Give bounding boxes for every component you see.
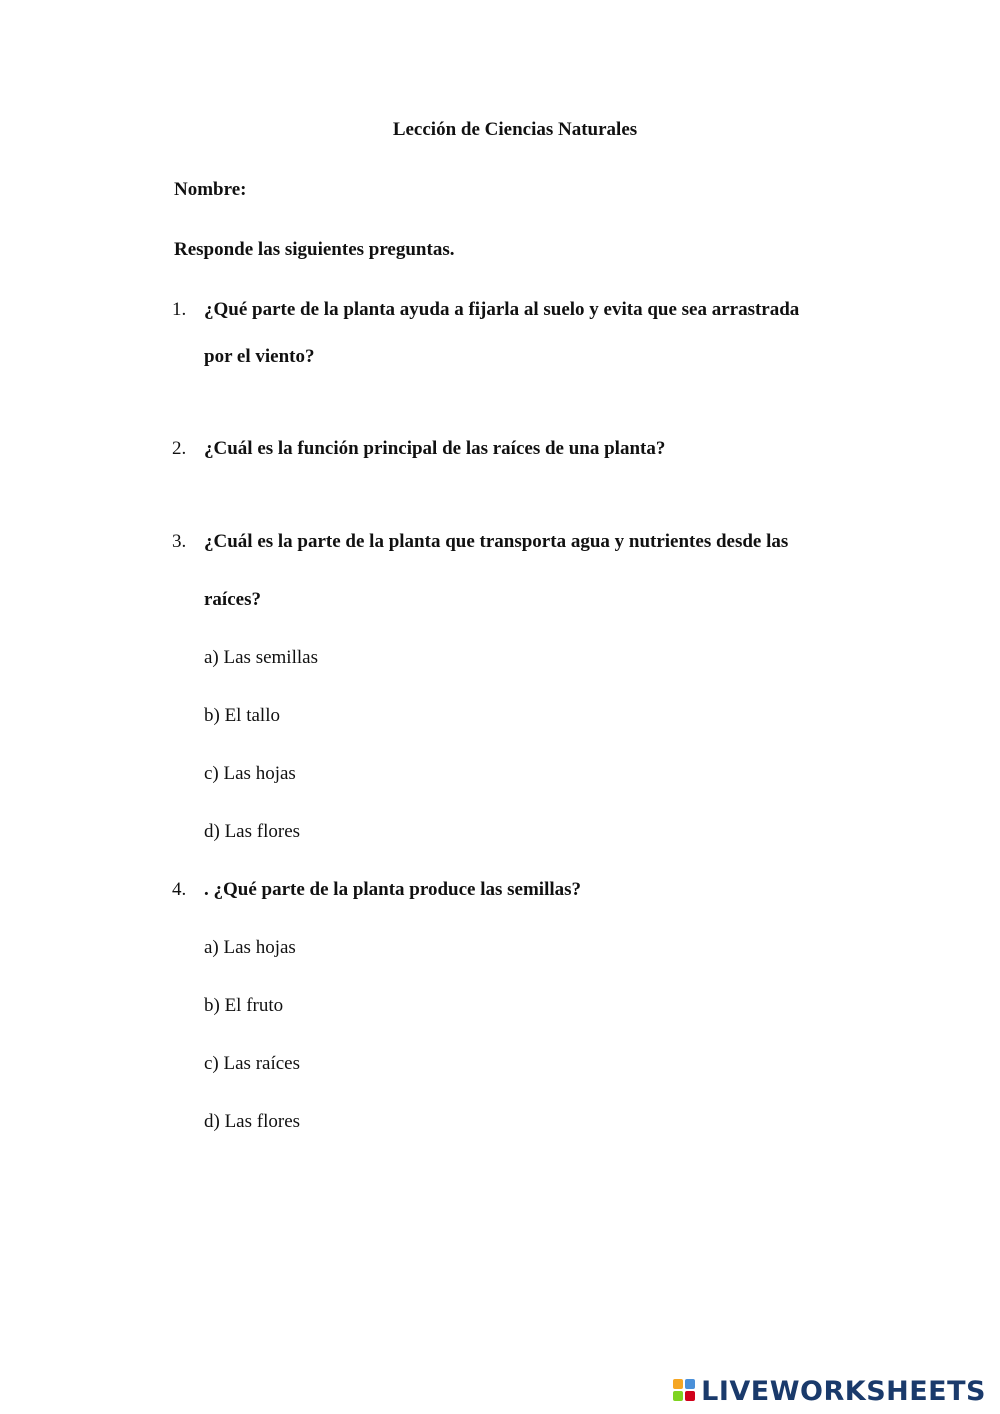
logo-square <box>685 1391 695 1401</box>
logo-squares-icon <box>673 1379 697 1403</box>
page-title: Lección de Ciencias Naturales <box>392 119 638 140</box>
answer-option[interactable]: b) El tallo <box>204 705 280 726</box>
liveworksheets-logo <box>673 1374 986 1408</box>
logo-text: LIVEWORKSHEETS <box>701 1375 986 1407</box>
question-number: 1. <box>172 299 187 320</box>
instructions: Responde las siguientes preguntas. <box>174 239 455 260</box>
logo-square <box>685 1379 695 1389</box>
question-text-line: ¿Cuál es la función principal de las raíces de una planta? <box>204 438 666 459</box>
answer-option[interactable]: d) Las flores <box>204 821 301 842</box>
question-number: 3. <box>172 531 187 552</box>
logo-square <box>673 1379 683 1389</box>
answer-option[interactable]: a) Las hojas <box>204 937 296 958</box>
question-text-line: raíces? <box>204 589 261 610</box>
answer-option[interactable]: b) El fruto <box>204 995 284 1016</box>
answer-option[interactable]: c) Las hojas <box>204 763 296 784</box>
question-text-line: por el viento? <box>204 346 315 367</box>
answer-option[interactable]: c) Las raíces <box>204 1053 300 1074</box>
logo-square <box>673 1391 683 1401</box>
question-number: 4. <box>172 879 187 900</box>
question-text-line: ¿Cuál es la parte de la planta que transporta agua y nutrientes desde las <box>204 531 789 552</box>
question-number: 2. <box>172 438 187 459</box>
question-text-line: ¿Qué parte de la planta ayuda a fijarla al suelo y evita que sea arrastrada <box>204 299 800 320</box>
answer-option[interactable]: d) Las flores <box>204 1111 301 1132</box>
question-text-line: . ¿Qué parte de la planta produce las semillas? <box>204 879 582 900</box>
answer-option[interactable]: a) Las semillas <box>204 647 318 668</box>
name-label: Nombre: <box>174 179 247 200</box>
